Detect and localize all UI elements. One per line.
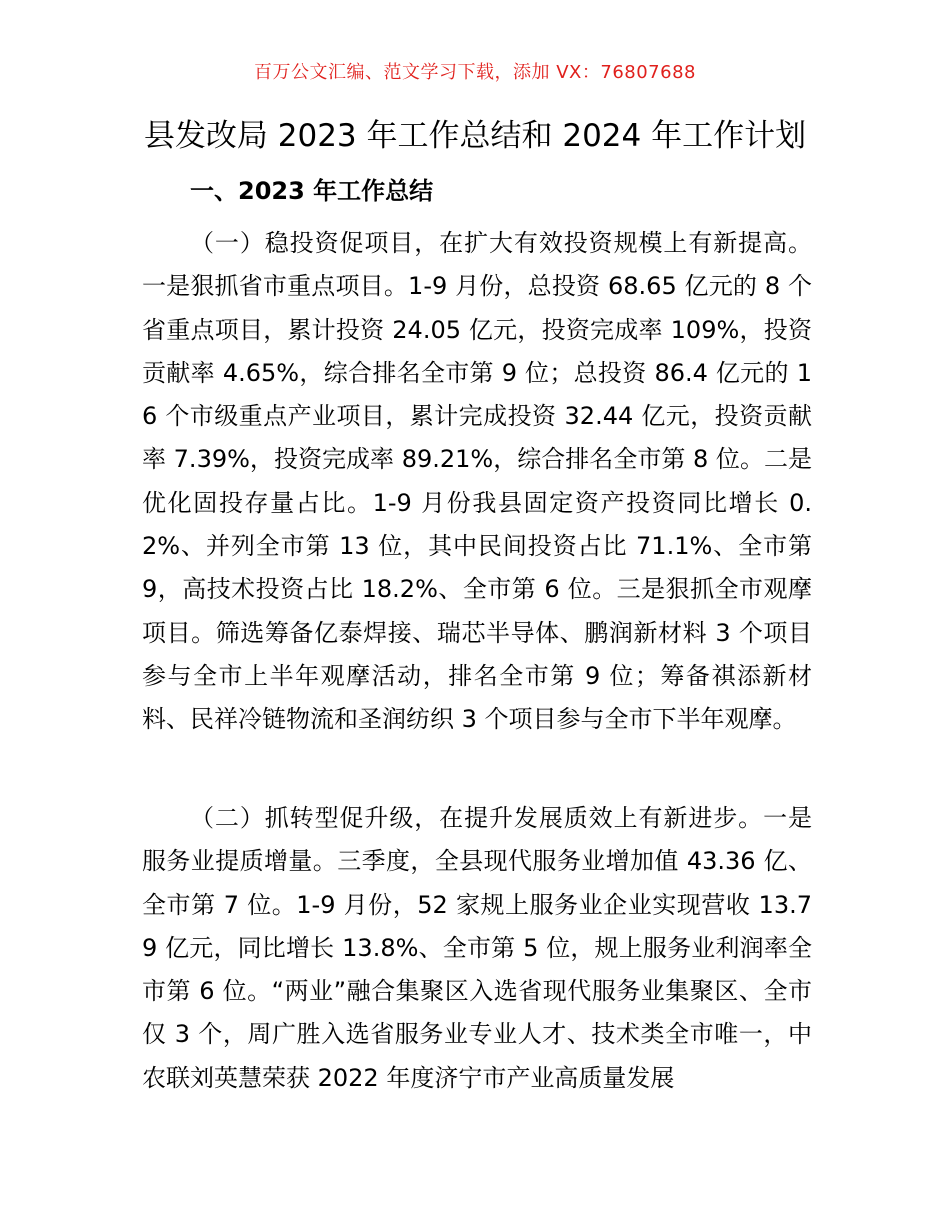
document-title: 县发改局 2023 年工作总结和 2024 年工作计划 bbox=[143, 118, 807, 154]
paragraph-transformation: （二）抓转型促升级，在提升发展质效上有新进步。一是服务业提质增量。三季度，全县现代服务业增加值 43.36 亿、全市第 7 位。1-9 月份，52 家规上服务业企业实现营收 13.79 亿元，同比增长 13.8%、全市第 5 位，规上服务业利润率全市第 6 位。“两业”融合集聚区入选省现代服务业集聚区、全市仅 3 个，周广胜入选省服务业专业人才、技术类全市唯一，中农联刘英慧荣获 2022 年度济宁市产业高质量发展 bbox=[142, 804, 812, 1092]
paragraph-investment: （一）稳投资促项目，在扩大有效投资规模上有新提高。一是狠抓省市重点项目。1-9 月份，总投资 68.65 亿元的 8 个省重点项目，累计投资 24.05 亿元，投资完成率 109%，投资贡献率 4.65%，综合排名全市第 9 位；总投资 86.4 亿元的 16 个市级重点产业项目，累计完成投资 32.44 亿元，投资贡献率 7.39%，投资完成率 89.21%，综合排名全市第 8 位。二是优化固投存量占比。1-9 月份我县固定资产投资同比增长 0.2%、并列全市第 13 位，其中民间投资占比 71.1%、全市第 9，高技术投资占比 18.2%、全市第 6 位。三是狠抓全市观摩项目。筛选筹备亿泰焊接、瑞芯半导体、鹏润新材料 3 个项目参与全市上半年观摩活动，排名全市第 9 位；筹备祺添新材料、民祥冷链物流和圣润纺织 3 个项目参与全市下半年观摩。 bbox=[142, 229, 812, 734]
watermark-text: 百万公文汇编、范文学习下载，添加 VX：76807688 bbox=[254, 62, 696, 83]
section-heading: 一、2023 年工作总结 bbox=[190, 177, 434, 205]
